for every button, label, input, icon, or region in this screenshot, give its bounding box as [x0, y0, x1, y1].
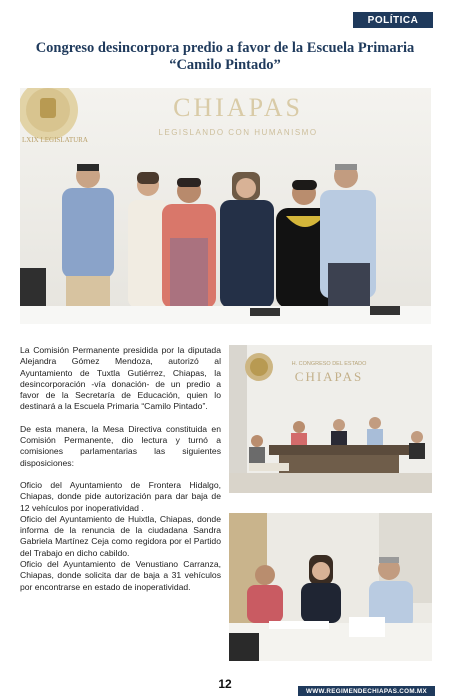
- wall-title: CHIAPAS: [173, 93, 303, 122]
- section-tag: POLÍTICA: [353, 12, 433, 28]
- paragraph-frontera-hidalgo: Oficio del Ayuntamiento de Frontera Hidalgo, Chiapas, donde pide autorización para dar baja de 12 vehículos por inoperatividad .: [20, 479, 221, 513]
- officials-photo: [229, 513, 432, 661]
- article-body: [20, 345, 221, 593]
- congress-seal-icon: [245, 353, 273, 381]
- paragraph-intro: La Comisión Permanente presidida por la diputada Alejandra Gómez Mendoza, autorizó al Ayuntamiento de Tuxtla Gutiérrez, Chiapas, la desincorporación -vía donación- de un predio a favor de la Secretaría de Educación, quien lo destinará a la Escuela Primaria “Camilo Pintado”.: [20, 345, 221, 412]
- paragraph-huixtla: Oficio del Ayuntamiento de Huixtla, Chiapas, donde informa de la renuncia de la ciudadana Sandra Gabriela Martínez Ceja como regidora por el Partido del Trabajo en dicho cabildo.: [20, 513, 221, 558]
- session-photo: [229, 345, 432, 493]
- page-number: 12: [218, 677, 232, 691]
- group-photo: [20, 88, 431, 324]
- wall-subtitle: LEGISLANDO CON HUMANISMO: [158, 128, 318, 137]
- paragraph-mesa-directiva: De esta manera, la Mesa Directiva constituida en Comisión Permanente, dio lectura y turnó a comisiones parlamentarias las siguientes disposiciones:: [20, 423, 221, 468]
- footer-website-link[interactable]: WWW.REGIMENDECHIAPAS.COM.MX: [298, 686, 435, 696]
- wall-subtitle: H. CONGRESO DEL ESTADO: [291, 361, 367, 367]
- wall-title: CHIAPAS: [294, 369, 364, 384]
- paragraph-venustiano-carranza: Oficio del Ayuntamiento de Venustiano Carranza, Chiapas, donde solicita dar de baja a 31 vehículos por encontrarse en estado de inoperatividad.: [20, 559, 221, 592]
- seal-caption: LXIX LEGISLATURA: [22, 136, 88, 144]
- article-headline: Congreso desincorpora predio a favor de la Escuela Primaria “Camilo Pintado”: [35, 40, 415, 73]
